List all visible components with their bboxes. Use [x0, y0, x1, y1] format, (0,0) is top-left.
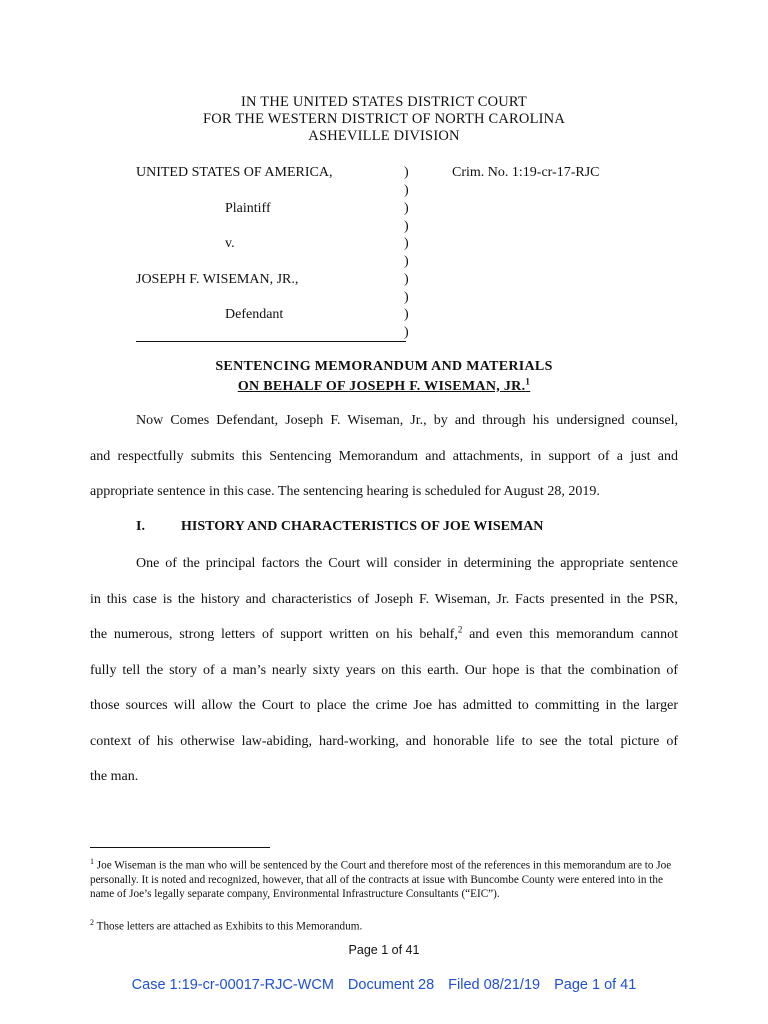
body-line: those sources will allow the Court to place the crime Joe has admitted to committing in the larger	[90, 698, 678, 713]
footnote-ref-1[interactable]: 1	[525, 376, 531, 386]
caption-paren: )	[404, 325, 409, 340]
defendant-name: JOSEPH F. WISEMAN, JR.,	[136, 272, 299, 287]
body-line: the man.	[90, 769, 139, 784]
caption-paren: )	[404, 290, 409, 305]
caption-paren: )	[404, 272, 409, 287]
caption-paren: )	[404, 165, 409, 180]
caption-paren: )	[404, 307, 409, 322]
court-division: ASHEVILLE DIVISION	[308, 128, 460, 144]
caption-paren: )	[404, 183, 409, 198]
footnote-1: $^1$ Joe Wiseman is the man who will be sentenced by the Court and therefore most of the references in this memorandum are to Joe personally. It is noted and recognized, however, that all of the contracts at issue with Buncombe County were entered into in the name of Joe’s legally separate company, Environmental Infrastructure Consultants (“EIC”).	[90, 857, 672, 900]
versus: v.	[225, 236, 235, 251]
body-line: fully tell the story of a man’s nearly sixty years on this earth. Our hope is that the combination of	[90, 663, 678, 678]
court-district: FOR THE WESTERN DISTRICT OF NORTH CAROLINA	[203, 111, 565, 127]
caption-rule	[136, 341, 406, 342]
document-subtitle: ON BEHALF OF JOSEPH F. WISEMAN, JR.$^1$	[237, 376, 531, 394]
body-line: in this case is the history and characteristics of Joseph F. Wiseman, Jr. Facts presented in the PSR,	[90, 592, 678, 607]
plaintiff-name: UNITED STATES OF AMERICA,	[136, 165, 333, 180]
defendant-role: Defendant	[225, 307, 284, 322]
document-title: SENTENCING MEMORANDUM AND MATERIALS	[215, 359, 553, 374]
body-line: One of the principal factors the Court will consider in determining the appropriate sentence	[136, 556, 678, 571]
stamp-page: Page 1 of 41	[554, 977, 637, 993]
body-line: context of his otherwise law-abiding, hard-working, and honorable life to see the total picture of	[90, 734, 678, 749]
caption-paren: )	[404, 219, 409, 234]
intro-line: and respectfully submits this Sentencing Memorandum and attachments, in support of a just and	[90, 449, 678, 464]
stamp-case: Case 1:19-cr-00017-RJC-WCM	[131, 977, 334, 993]
caption-paren: )	[404, 201, 409, 216]
intro-line: appropriate sentence in this case. The sentencing hearing is scheduled for August 28, 2019.	[90, 484, 600, 499]
filing-stamp	[0, 977, 768, 993]
body-line: the numerous, strong letters of support written on his behalf,$^2$ and even this memorandum cannot	[90, 624, 678, 642]
intro-line: Now Comes Defendant, Joseph F. Wiseman, Jr., by and through his undersigned counsel,	[136, 413, 678, 428]
footnote-separator	[90, 847, 270, 848]
footnote-2: $^2$ Those letters are attached as Exhibits to this Memorandum.	[90, 918, 363, 933]
plaintiff-role: Plaintiff	[225, 201, 271, 216]
stamp-filed: Filed 08/21/19	[448, 977, 541, 993]
footnote-ref-2[interactable]: 2	[457, 624, 463, 635]
court-name: IN THE UNITED STATES DISTRICT COURT	[241, 94, 527, 110]
caption-paren: )	[404, 236, 409, 251]
stamp-document: Document 28	[347, 977, 435, 993]
page-number: Page 1 of 41	[348, 943, 420, 957]
case-number: Crim. No. 1:19-cr-17-RJC	[452, 165, 600, 180]
section-number: I.	[136, 519, 145, 534]
caption-paren: )	[404, 254, 409, 269]
section-heading: HISTORY AND CHARACTERISTICS OF JOE WISEMAN	[181, 519, 544, 534]
